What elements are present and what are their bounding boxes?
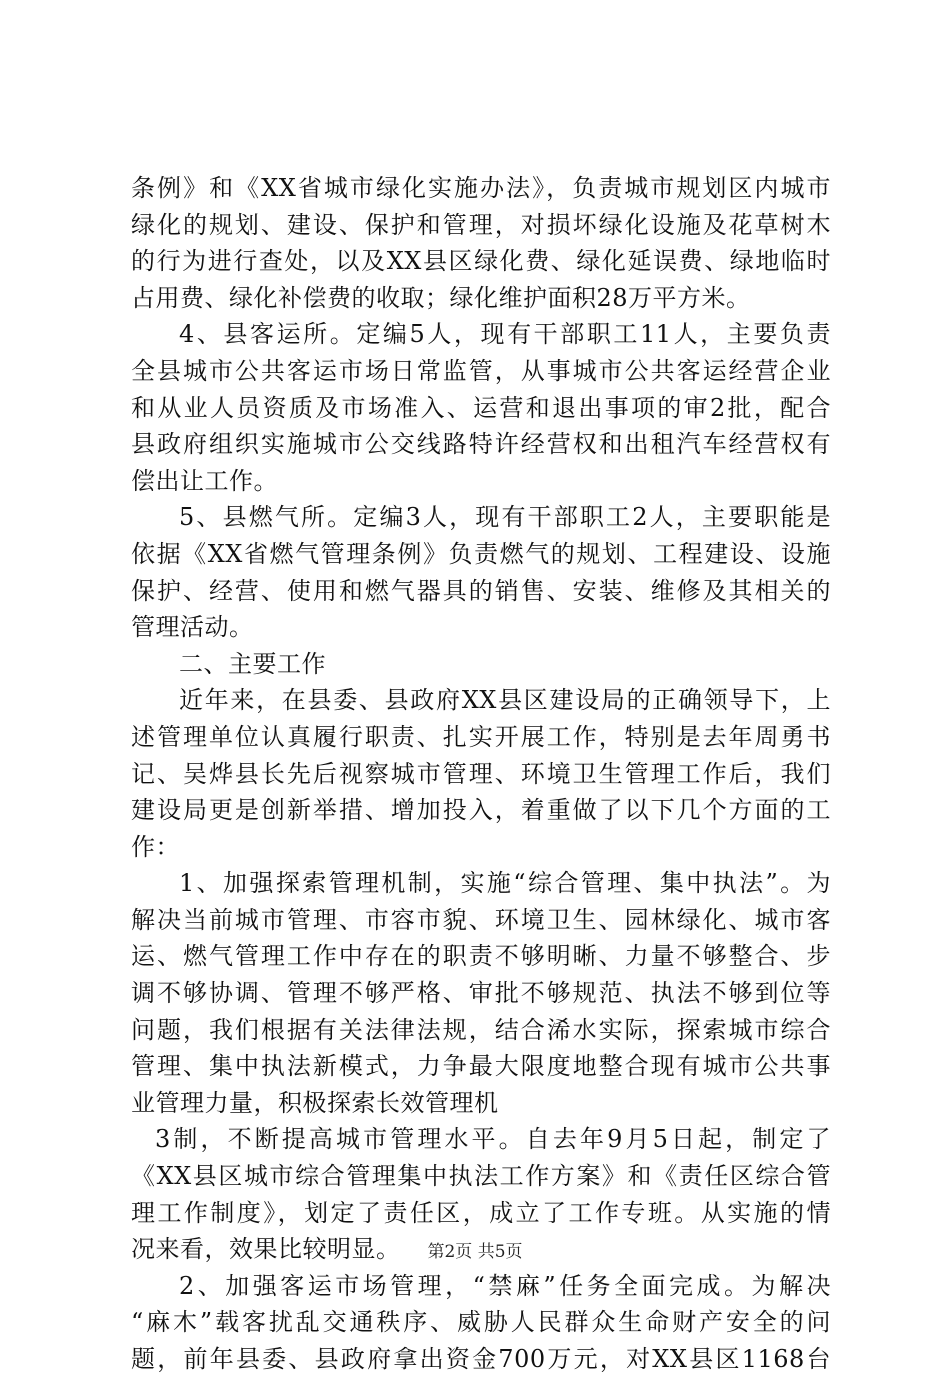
text-line: 管理、集中执法新模式，力争最大限度地整合现有城市公共事: [131, 1052, 831, 1081]
page-number-footer: 第2页 共5页: [427, 1242, 523, 1262]
text-line: 理工作制度》，划定了责任区，成立了工作专班。从实施的情: [131, 1198, 831, 1227]
text-line: 管理活动。: [131, 613, 254, 642]
text-line: 况来看，效果比较明显。: [131, 1235, 401, 1264]
text-line: 建设局更是创新举措、增加投入，着重做了以下几个方面的工: [131, 796, 831, 825]
text-line: 调不够协调、管理不够严格、审批不够规范、执法不够到位等: [131, 979, 831, 1008]
text-line: 保护、经营、使用和燃气器具的销售、安装、维修及其相关的: [131, 576, 831, 605]
document-body: [131, 170, 831, 1378]
text-line: 1、加强探索管理机制，实施“综合管理、集中执法”。为: [179, 869, 831, 898]
text-line: 依据《XX省燃气管理条例》负责燃气的规划、工程建设、设施: [131, 539, 831, 568]
text-line: 2、加强客运市场管理，“禁麻”任务全面完成。为解决: [179, 1271, 831, 1300]
text-line: 3制，不断提高城市管理水平。自去年9月5日起，制定了: [155, 1125, 831, 1154]
text-line: 占用费、绿化补偿费的收取；绿化维护面积28万平方米。: [131, 283, 751, 312]
text-line: 5、县燃气所。定编3人，现有干部职工2人，主要职能是: [179, 503, 831, 532]
text-line: 和从业人员资质及市场准入、运营和退出事项的审2批，配合: [131, 393, 831, 422]
text-line: 绿化的规划、建设、保护和管理，对损坏绿化设施及花草树木: [131, 210, 831, 239]
text-line: 县政府组织实施城市公交线路特许经营权和出租汽车经营权有: [131, 430, 831, 459]
text-line: 问题，我们根据有关法律法规，结合浠水实际，探索城市综合: [131, 1015, 831, 1044]
text-line: 偿出让工作。: [131, 466, 278, 495]
text-line: 全县城市公共客运市场日常监管，从事城市公共客运经营企业: [131, 356, 831, 385]
text-line: 作：: [131, 832, 180, 861]
text-line: 4、县客运所。定编5人，现有干部职工11人，主要负责: [179, 320, 831, 349]
text-line: 《XX县区城市综合管理集中执法工作方案》和《责任区综合管: [131, 1162, 831, 1191]
text-line: 运、燃气管理工作中存在的职责不够明晰、力量不够整合、步: [131, 942, 831, 971]
text-line: 解决当前城市管理、市容市貌、环境卫生、园林绿化、城市客: [131, 905, 831, 934]
text-line: 记、吴烨县长先后视察城市管理、环境卫生管理工作后，我们: [131, 759, 831, 788]
text-line: 述管理单位认真履行职责、扎实开展工作，特别是去年周勇书: [131, 722, 831, 751]
text-line: 近年来，在县委、县政府XX县区建设局的正确领导下，上: [179, 686, 831, 715]
text-line: “麻木”载客扰乱交通秩序、威胁人民群众生命财产安全的问: [131, 1308, 831, 1337]
section-heading: 二、主要工作: [179, 649, 326, 678]
text-line: 条例》和《XX省城市绿化实施办法》，负责城市规划区内城市: [131, 174, 831, 202]
text-line: 业管理力量，积极探索长效管理机: [131, 1088, 499, 1117]
text-line: 的行为进行查处，以及XX县区绿化费、绿化延误费、绿地临时: [131, 247, 831, 276]
text-line: 题，前年县委、县政府拿出资金700万元，对XX县区1168台: [131, 1345, 831, 1373]
